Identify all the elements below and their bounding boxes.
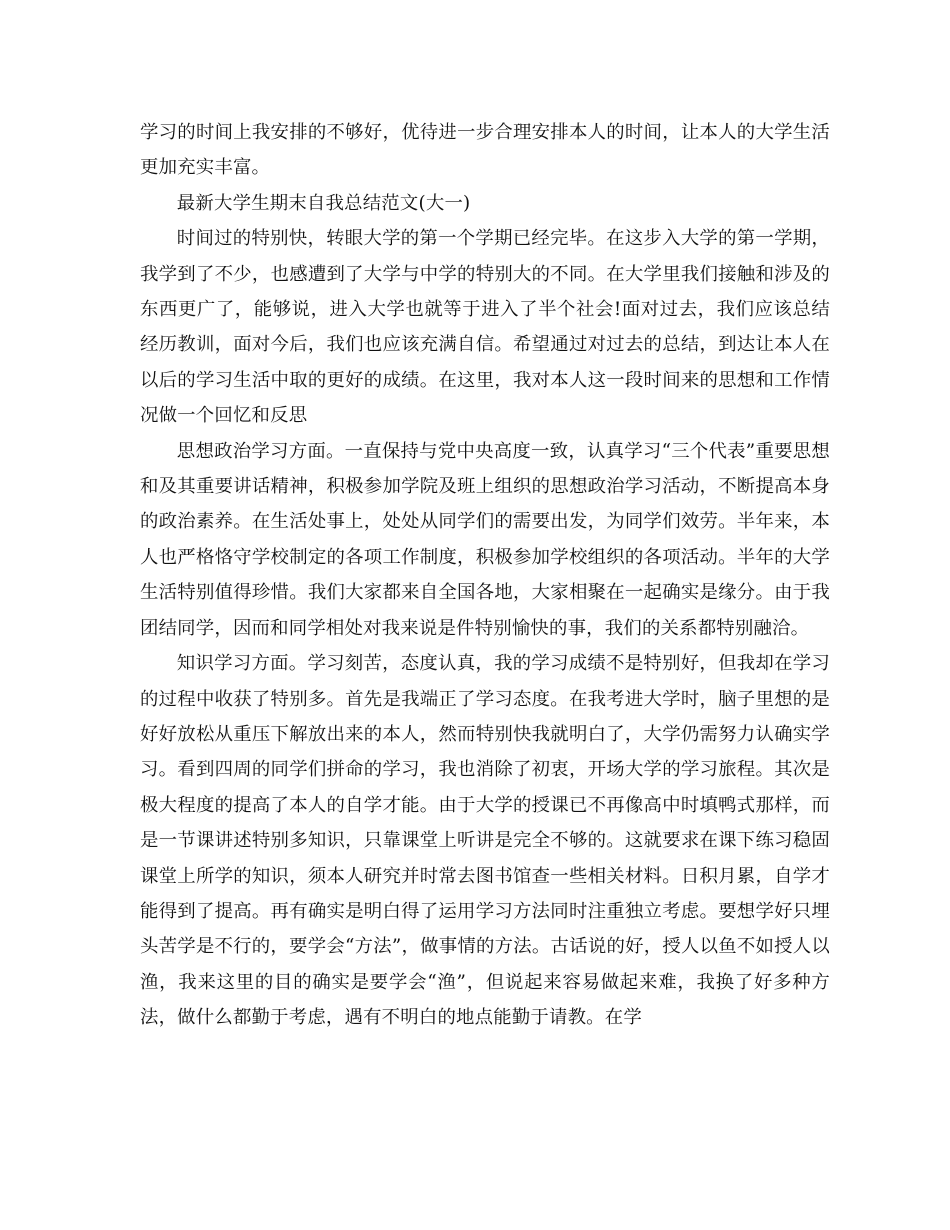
paragraph-continuation: 学习的时间上我安排的不够好，优待进一步合理安排本人的时间，让本人的大学生活更加充实丰富。: [140, 122, 830, 179]
paragraph-political-study: 思想政治学习方面。一直保持与党中央高度一致，认真学习“三个代表”重要思想和及其重要讲话精神，积极参加学院及班上组织的思想政治学习活动，不断提高本身的政治素养。在生活处事上，处处从同学们的需要出发，为同学们效劳。半年来，本人也严格恪守学校制定的各项工作制度，积极参加学校组织的各项活动。半年的大学生活特别值得珍惜。我们大家都来自全国各地，大家相聚在一起确实是缘分。由于我团结同学，因而和同学相处对我来说是件特别愉快的事，我们的关系都特别融洽。: [140, 440, 830, 639]
document-body: [140, 115, 830, 1036]
section-heading: 最新大学生期末自我总结范文(大一): [176, 192, 471, 214]
paragraph-knowledge-study: 知识学习方面。学习刻苦，态度认真，我的学习成绩不是特别好，但我却在学习的过程中收获了特别多。首先是我端正了学习态度。在我考进大学时，脑子里想的是好好放松从重压下解放出来的本人，然而特别快我就明白了，大学仍需努力认确实学习。看到四周的同学们拼命的学习，我也消除了初衷，开场大学的学习旅程。其次是极大程度的提高了本人的自学才能。由于大学的授课已不再像高中时填鸭式那样，而是一节课讲述特别多知识，只靠课堂上听讲是完全不够的。这就要求在课下练习稳固课堂上所学的知识，须本人研究并时常去图书馆查一些相关材料。日积月累，自学才能得到了提高。再有确实是明白得了运用学习方法同时注重独立考虑。要想学好只埋头苦学是不行的，要学会“方法”，做事情的方法。古话说的好，授人以鱼不如授人以渔，我来这里的目的确实是要学会“渔”，但说起来容易做起来难，我换了好多种方法，做什么都勤于考虑，遇有不明白的地点能勤于请教。在学: [140, 653, 830, 1029]
paragraph-intro: 时间过的特别快，转眼大学的第一个学期已经完毕。在这步入大学的第一学期，我学到了不少，也感遭到了大学与中学的特别大的不同。在大学里我们接触和涉及的东西更广了，能够说，进入大学也就等于进入了半个社会!面对过去，我们应该总结经历教训，面对今后，我们也应该充满自信。希望通过对过去的总结，到达让本人在以后的学习生活中取的更好的成绩。在这里，我对本人这一段时间来的思想和工作情况做一个回忆和反思: [140, 228, 830, 427]
